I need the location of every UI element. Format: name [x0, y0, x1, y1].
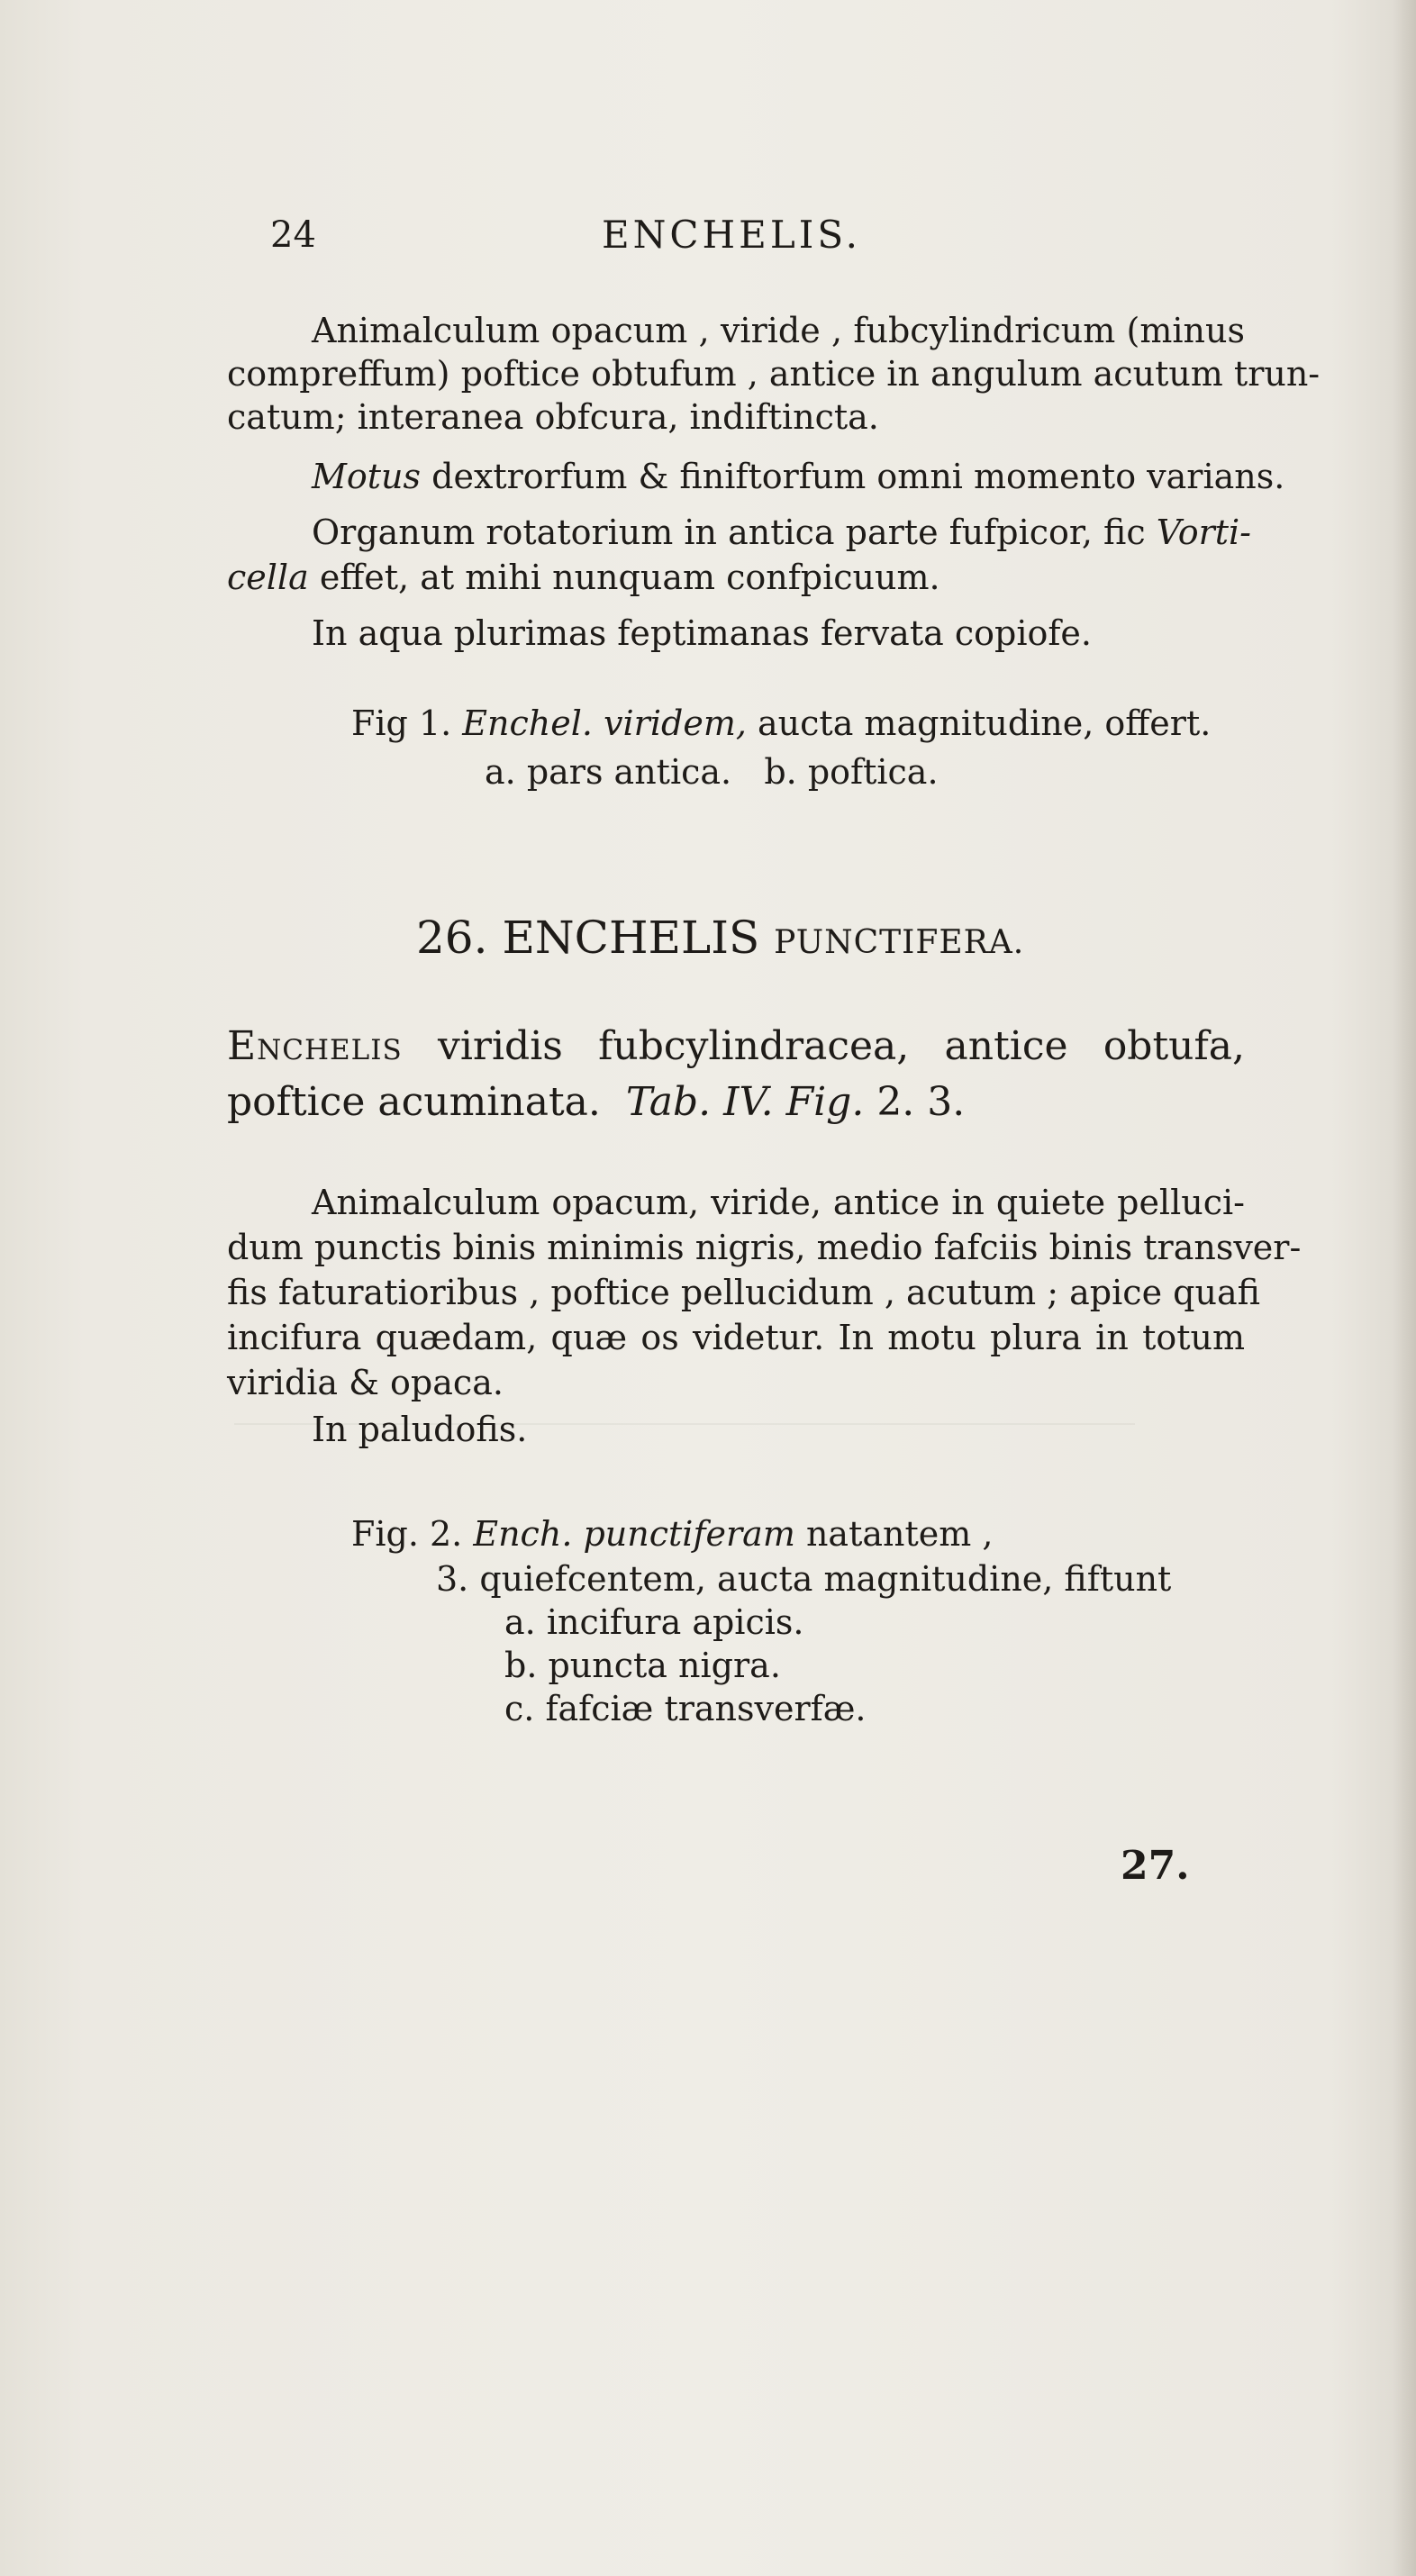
habitat-line: In paludofis. [312, 1410, 528, 1449]
figure-part: a. incifura apicis. [504, 1602, 804, 1642]
text-span: Fig [351, 703, 419, 743]
text-span: viridis fubcylindracea, antice obtufa, [402, 1023, 1245, 1069]
figure-part: c. fafciæ transverfæ. [504, 1689, 867, 1728]
text-span: 2. 3. [864, 1079, 966, 1125]
paragraph-line: dum punctis binis minimis nigris, medio fafciis binis transver- [227, 1228, 1302, 1267]
italic-term: Ench. punctiferam [473, 1514, 795, 1554]
figure-caption [351, 703, 1211, 744]
species-name: PUNCTIFERA. [774, 924, 1025, 961]
species-heading [416, 912, 1024, 964]
italic-term: cella [227, 558, 309, 597]
figure-part: b. puncta nigra. [504, 1646, 781, 1685]
figure-caption: 3. quiefcentem, aucta magnitudine, fiftunt [436, 1559, 1172, 1599]
diagnosis-line [227, 1077, 965, 1128]
italic-term: Enchel. viridem, [462, 703, 747, 743]
paragraph-line: compreffum) poftice obtufum , antice in angulum acutum trun- [227, 354, 1321, 394]
paragraph-line: catum; interanea obfcura, indiftincta. [227, 397, 879, 437]
text-span: poftice acuminata. [227, 1079, 626, 1125]
paragraph-line: In aqua plurimas feptimanas fervata copiofe. [312, 613, 1092, 653]
genus-name: ENCHELIS [502, 912, 760, 964]
paragraph-line: Animalculum opacum, viride, antice in quiete pelluci- [312, 1183, 1245, 1222]
figure-caption [351, 1513, 993, 1555]
italic-term: Vorti- [1156, 512, 1252, 552]
paragraph-line [312, 512, 1252, 553]
diagnosis-line [227, 1021, 1245, 1072]
figure-parts: a. pars antica. b. poftica. [485, 752, 939, 792]
paragraph-line: Animalculum opacum , viride , fubcylindricum (minus [312, 311, 1245, 350]
running-title: ENCHELIS. [602, 213, 861, 257]
italic-term: Tab. IV. Fig. [625, 1079, 865, 1125]
text-span: natantem , [794, 1514, 994, 1554]
paragraph-line [312, 456, 1284, 497]
page-gutter-shadow [1393, 0, 1416, 2576]
text-span: Fig. 2. [351, 1514, 474, 1554]
text-span: Organum rotatorium in antica parte fufpicor, fic [312, 512, 1157, 552]
paragraph-line: viridia & opaca. [227, 1363, 504, 1402]
catchword: 27. [1121, 1843, 1190, 1889]
species-number: 26. [416, 912, 488, 964]
genus-smallcaps: Enchelis [227, 1023, 403, 1069]
text-span: effet, at mihi nunquam confpicuum. [308, 558, 940, 597]
paragraph-line: fis faturatioribus , poftice pellucidum , acutum ; apice quafi [227, 1273, 1260, 1312]
paragraph-line: incifura quædam, quæ os videtur. In motu plura in totum [227, 1318, 1245, 1357]
page-number: 24 [270, 214, 316, 256]
text-span: dextrorfum & finiftorfum omni momento varians. [421, 457, 1285, 496]
paragraph-line [227, 557, 940, 598]
text-span: 1. [418, 703, 452, 743]
text-span: aucta magnitudine, offert. [746, 703, 1212, 743]
italic-term: Motus [312, 457, 422, 496]
